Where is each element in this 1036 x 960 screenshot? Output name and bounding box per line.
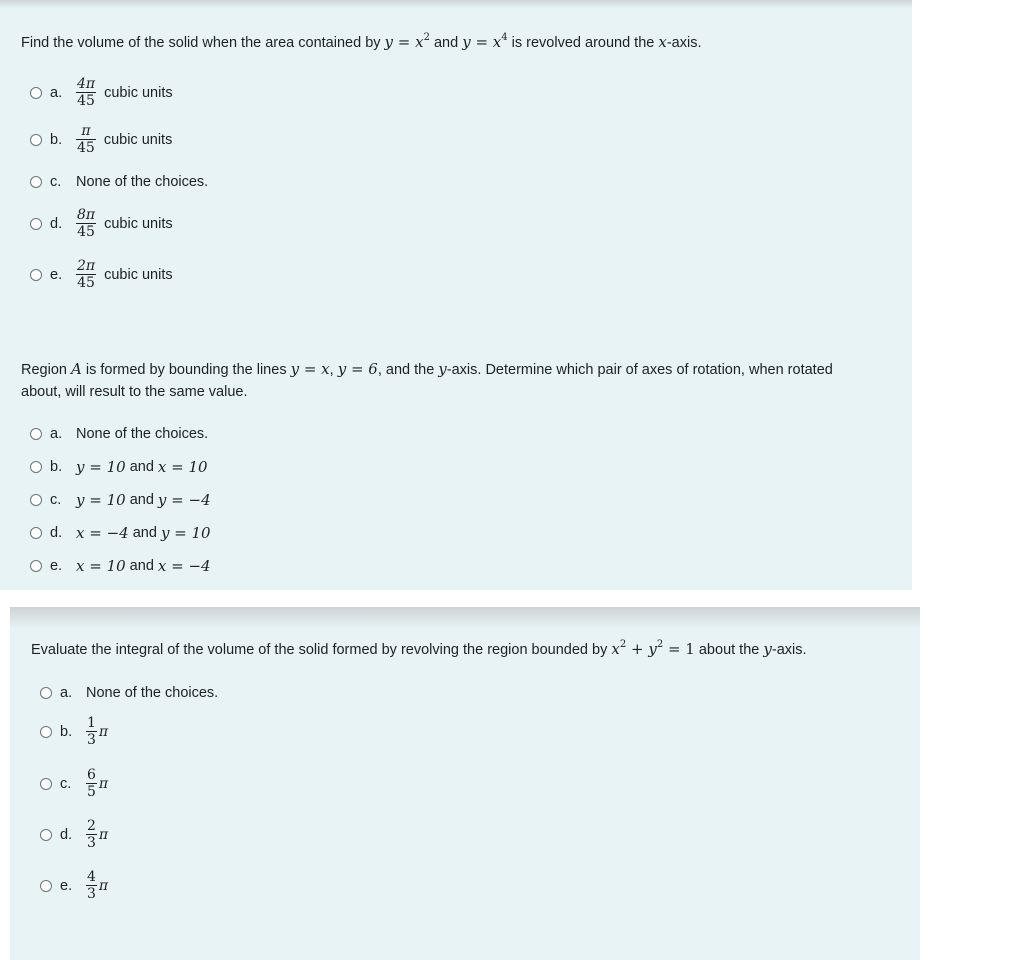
fraction: $\frac{4\pi}{45}$ [77,76,96,109]
q2-option-a[interactable]: a. None of the choices. [30,426,208,442]
q3-option-b[interactable]: b. $\frac{1}{3}$ π [40,715,108,748]
q3-option-e[interactable]: e. $\frac{4}{3}$ π [40,869,108,902]
q3-option-a[interactable]: a. None of the choices. [40,685,218,701]
radio-button[interactable] [30,461,42,473]
question-3-text: Evaluate the integral of the volume of the solid formed by revolving the region bounded by $x^2 + y^2 = 1$ about the y-axis. [31,639,807,658]
q2-option-e[interactable]: e. x = 10 and x = −4 [30,557,211,575]
fraction: $\frac{4}{3}$ [87,869,96,902]
q2-option-d[interactable]: d. x = −4 and y = 10 [30,524,211,542]
radio-button[interactable] [40,829,52,841]
fraction: $\frac{8\pi}{45}$ [77,207,96,240]
radio-button[interactable] [40,778,52,790]
fraction: $\frac{1}{3}$ [87,715,96,748]
fraction: $\frac{2}{3}$ [87,818,96,851]
q1-option-a[interactable]: a. $\frac{4\pi}{45}$ cubic units [30,76,173,109]
radio-button[interactable] [40,687,52,699]
card-top-shadow [10,607,920,629]
radio-button[interactable] [30,494,42,506]
question-2-text: Region A is formed by bounding the lines y = x, y = 6, and the y-axis. Determine which pair of axes of rotation, when rotated about, will result to the same value. [21,360,833,400]
radio-button[interactable] [30,218,42,230]
q1-option-d[interactable]: d. $\frac{8\pi}{45}$ cubic units [30,207,173,240]
question-card-3 [10,607,920,960]
radio-button[interactable] [30,134,42,146]
q1-option-e[interactable]: e. $\frac{2\pi}{45}$ cubic units [30,258,173,291]
radio-button[interactable] [40,726,52,738]
q2-option-c[interactable]: c. y = 10 and y = −4 [30,491,211,509]
q3-option-d[interactable]: d. $\frac{2}{3}$ π [40,818,108,851]
q3-option-c[interactable]: c. $\frac{6}{5}$ π [40,767,108,800]
question-1-text: Find the volume of the solid when the area contained by $y = x^2$ and $y = x^4$ is revolved around the x-axis. [21,32,702,51]
radio-button[interactable] [30,428,42,440]
q2-option-b[interactable]: b. y = 10 and x = 10 [30,458,208,476]
fraction: $\frac{6}{5}$ [87,767,96,800]
radio-button[interactable] [30,176,42,188]
fraction: $\frac{2\pi}{45}$ [77,258,96,291]
radio-button[interactable] [30,87,42,99]
radio-button[interactable] [40,880,52,892]
question-card-2 [0,330,912,590]
radio-button[interactable] [30,560,42,572]
radio-button[interactable] [30,269,42,281]
q1-option-b[interactable]: b. $\frac{\pi}{45}$ cubic units [30,123,172,156]
radio-button[interactable] [30,527,42,539]
card-top-shadow [0,0,912,8]
question-card-1 [0,0,912,330]
fraction: $\frac{\pi}{45}$ [77,123,95,156]
q1-option-c[interactable]: c. None of the choices. [30,174,208,190]
